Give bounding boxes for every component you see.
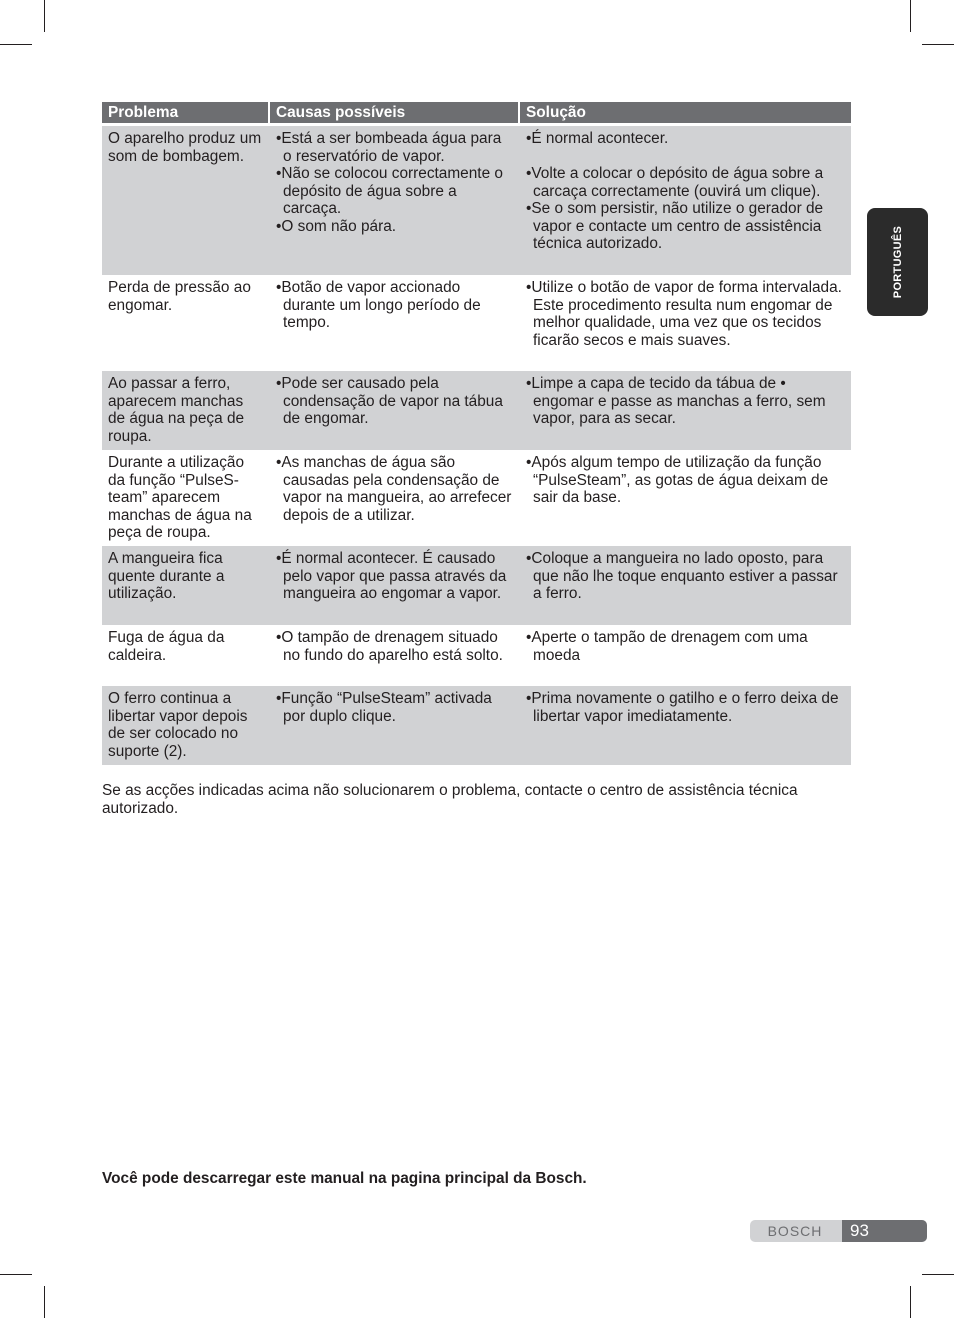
problem-cell: O ferro continua a libertar vapor depois de ser colocado no suporte (2). [102, 686, 270, 765]
page-footer [750, 1220, 927, 1242]
column-header-problem: Problema [102, 102, 270, 126]
cause-item: •Botão de vapor accionado durante um longo período de tempo. [276, 279, 481, 331]
solution-item: •Volte a colocar o depósito de água sobre a carcaça correctamente (ouvirá um clique). [526, 165, 824, 200]
solution-item: •Limpe a capa de tecido da tábua de • engomar e passe as manchas a ferro, sem vapor, para as secar. [526, 375, 826, 427]
solution-item: •Coloque a mangueira no lado oposto, para que não lhe toque enquanto estiver a passar a ferro. [526, 550, 838, 602]
table-row [102, 546, 851, 625]
crop-mark [922, 44, 954, 45]
solution-item: •Utilize o botão de vapor de forma intervalada. Este procedimento resulta num engomar de melhor qualidade, uma vez que os tecidos ficarão secos e mais suaves. [526, 279, 842, 349]
language-tab [867, 208, 928, 316]
crop-mark [44, 1286, 45, 1318]
solutions-cell [520, 126, 851, 275]
crop-mark [922, 1274, 954, 1275]
table-header-row [102, 102, 851, 126]
solutions-cell [520, 546, 851, 625]
solution-item: •Aperte o tampão de drenagem com uma moeda [526, 629, 808, 664]
table-row [102, 371, 851, 450]
causes-cell [270, 371, 520, 450]
table-row [102, 275, 851, 371]
crop-mark [0, 44, 32, 45]
crop-mark [910, 1286, 911, 1318]
problem-cell: Durante a utilização da função “PulseS-team” aparecem manchas de água na peça de roupa. [102, 450, 270, 546]
crop-mark [0, 1274, 32, 1275]
causes-cell [270, 686, 520, 765]
solutions-cell [520, 625, 851, 686]
problem-cell: A mangueira fica quente durante a utilização. [102, 546, 270, 625]
language-tab-label: PORTUGUÊS [891, 225, 904, 299]
support-note: Se as acções indicadas acima não solucionarem o problema, contacte o centro de assistência técnica autorizado. [102, 782, 798, 817]
solutions-cell [520, 450, 851, 546]
solutions-cell [520, 371, 851, 450]
crop-mark [44, 0, 45, 32]
table-row [102, 126, 851, 275]
troubleshooting-table [102, 102, 851, 765]
solutions-cell [520, 275, 851, 371]
column-header-solution: Solução [520, 102, 851, 126]
cause-item: •É normal acontecer. É causado pelo vapor que passa através da mangueira ao engomar a vapor. [276, 550, 507, 602]
cause-item: •As manchas de água são causadas pela condensação de vapor na mangueira, ao arrefecer depois de a utilizar. [276, 454, 512, 524]
problem-cell: Perda de pressão ao engomar. [102, 275, 270, 371]
problem-cell: Fuga de água da caldeira. [102, 625, 270, 686]
table-row [102, 625, 851, 686]
download-note: Você pode descarregar este manual na pagina principal da Bosch. [102, 1170, 587, 1187]
solutions-cell [520, 686, 851, 765]
cause-item: •Função “PulseSteam” activada por duplo clique. [276, 690, 492, 725]
causes-cell [270, 275, 520, 371]
causes-cell [270, 450, 520, 546]
causes-cell [270, 126, 520, 275]
problem-cell: O aparelho produz um som de bombagem. [102, 126, 270, 275]
solution-item: •É normal acontecer. [526, 130, 669, 147]
column-header-causes: Causas possíveis [270, 102, 520, 126]
causes-cell [270, 546, 520, 625]
causes-cell [270, 625, 520, 686]
problem-cell: Ao passar a ferro, aparecem manchas de água na peça de roupa. [102, 371, 270, 450]
cause-item: •Está a ser bombeada água para o reservatório de vapor. [276, 130, 502, 165]
cause-item: •O som não pára. [276, 217, 397, 235]
solution-item: •Se o som persistir, não utilize o gerador de vapor e contacte um centro de assistência técnica autorizado. [526, 200, 824, 252]
footer-brand: BOSCH [767, 1223, 823, 1239]
solution-item: •Prima novamente o gatilho e o ferro deixa de libertar vapor imediatamente. [526, 690, 839, 725]
cause-item: •Não se colocou correctamente o depósito de água sobre a carcaça. [276, 165, 503, 217]
solution-item: •Após algum tempo de utilização da função “PulseSteam”, as gotas de água deixam de sair da base. [526, 454, 829, 506]
table-row [102, 450, 851, 546]
cause-item: •Pode ser causado pela condensação de vapor na tábua de engomar. [276, 375, 503, 427]
crop-mark [910, 0, 911, 32]
cause-item: •O tampão de drenagem situado no fundo do aparelho está solto. [276, 629, 503, 664]
page-number: 93 [842, 1220, 927, 1242]
table-row [102, 686, 851, 765]
